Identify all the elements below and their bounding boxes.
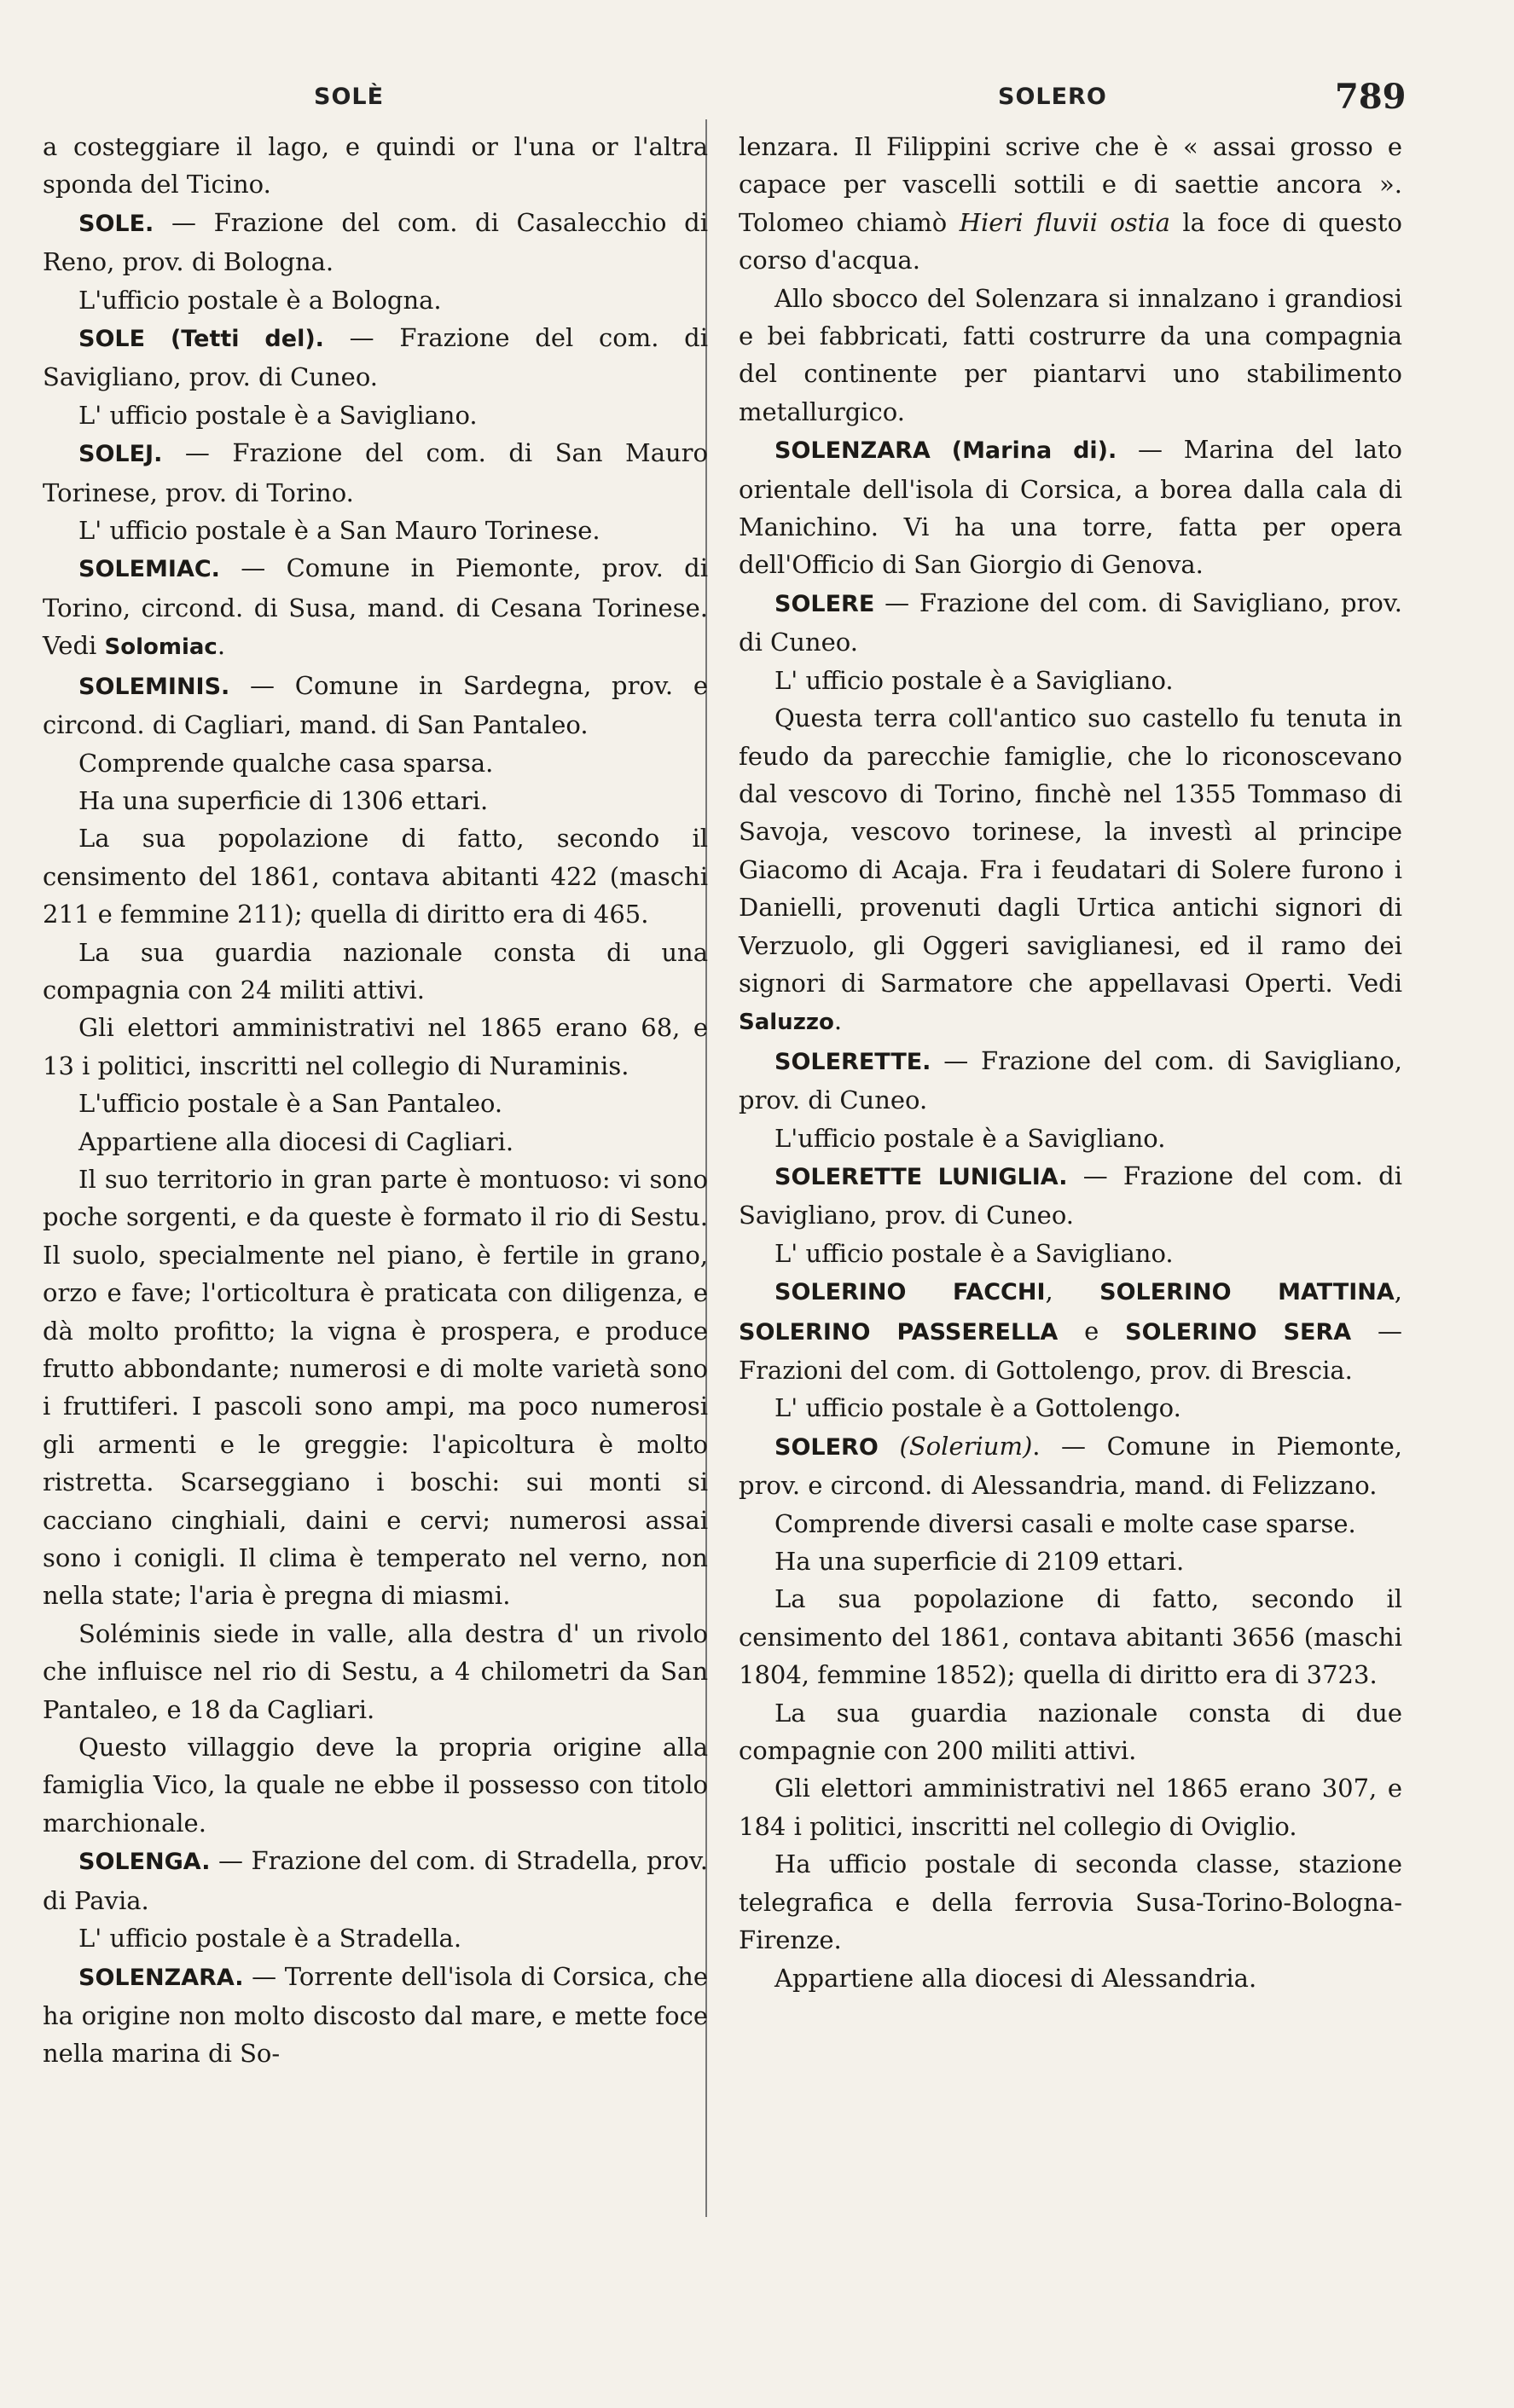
separator: , [1045, 1276, 1100, 1306]
paragraph: Comprende qualche casa sparsa. [78, 748, 494, 778]
paragraph: Il suo territorio in gran parte è montuoso: vi sono poche sorgenti, e da queste è formato il rio di Sestu. Il suolo, specialmente nel piano, è fertile in grano, orzo e fave; l'orticoltura è praticata con diligenza, e dà molto profitto; la vigna è prospera, e produce frutto abbondante; numerosi e di molte varietà sono i fruttiferi. I pascoli sono ampi, ma poco numerosi gli armenti e le greggie: l'apicoltura è molto ristretta. Scarseggiano i boschi: sui monti si cacciano cinghiali, daini e cervi; numerosi assai sono i conigli. Il clima è temperato nel verno, non nella state; l'aria è pregna di miasmi. [43, 1164, 708, 1611]
entry-text: — Frazione del com. di Savigliano, prov. di Cuneo. [43, 323, 709, 392]
paragraph [739, 699, 1402, 1042]
entry-text: — Comune in Sardegna, prov. e circond. di Cagliari, mand. di San Pantaleo. [43, 670, 708, 740]
paragraph: Ha una superficie di 2109 ettari. [774, 1547, 1185, 1577]
entry-headword: SOLE (Tetti del). [78, 326, 324, 353]
entry-text: — Torrente dell'isola di Corsica, che ha origine non molto discosto dal mare, e mette foce nella marina di So- [43, 1961, 708, 2069]
paragraph: a costeggiare il lago, e quindi or l'una or l'altra sponda del Ticino. [43, 132, 708, 200]
entry-headword: SOLERINO SERA [1125, 1318, 1352, 1346]
paragraph-text: . [833, 1006, 843, 1036]
paragraph: Gli elettori amministrativi nel 1865 erano 68, e 13 i politici, inscritti nel collegio di Nuraminis. [43, 1013, 708, 1080]
separator: , [1394, 1276, 1402, 1306]
entry-headword: SOLENZARA. [78, 1964, 244, 1991]
left-column [43, 128, 708, 2073]
entry-headword: SOLENZARA (Marina di). [774, 437, 1117, 465]
cross-reference: Solomiac [104, 634, 218, 661]
dictionary-entry [739, 584, 1402, 662]
dictionary-entry [739, 1157, 1402, 1235]
entry-text: — Comune in Piemonte, prov. di Torino, circond. di Susa, mand. di Cesana Torinese. Vedi [43, 553, 708, 661]
paragraph: La sua popolazione di fatto, secondo il censimento del 1861, contava abitanti 3656 (maschi 1804, femmine 1852); quella di diritto era di 3723. [739, 1584, 1402, 1690]
entry-headword: SOLERETTE LUNIGLIA. [774, 1163, 1068, 1190]
paragraph: L' ufficio postale è a Savigliano. [774, 1238, 1174, 1268]
entry-text: — Frazione del com. di Savigliano, prov. di Cuneo. [739, 1161, 1402, 1230]
paragraph: La sua guardia nazionale consta di due compagnie con 200 militi attivi. [739, 1698, 1402, 1766]
dictionary-entry [739, 1272, 1402, 1389]
dictionary-entry [739, 431, 1402, 584]
paragraph-text: lenzara. Il Filippini scrive che è « assai grosso e capace per vascelli sottili e di saettie ancora ». Tolomeo chiamò [739, 132, 1402, 237]
italic-phrase: Hieri fluvii ostia [959, 207, 1170, 237]
paragraph: Soléminis siede in valle, alla destra d' un rivolo che influisce nel rio di Sestu, a 4 chilometri da San Pantaleo, e 18 da Cagliari. [43, 1618, 708, 1724]
paragraph: Comprende diversi casali e molte case sparse. [774, 1508, 1356, 1538]
paragraph: L'ufficio postale è a Savigliano. [774, 1123, 1166, 1153]
dictionary-entry [43, 1842, 708, 1919]
paragraph: Ha ufficio postale di seconda classe, stazione telegrafica e della ferrovia Susa-Torino-Bologna-Firenze. [739, 1849, 1402, 1955]
dictionary-entry [43, 319, 708, 397]
paragraph [739, 128, 1402, 280]
entry-headword: SOLEMINIS. [78, 673, 230, 700]
running-header-right: SOLERO [998, 84, 1107, 110]
entry-headword: SOLE. [78, 210, 154, 237]
paragraph: L' ufficio postale è a Savigliano. [78, 400, 478, 430]
separator: e [1058, 1316, 1126, 1346]
dictionary-entry [43, 434, 708, 512]
dictionary-entry [739, 1427, 1402, 1505]
entry-headword: SOLERE [774, 590, 875, 617]
entry-headword: SOLENGA. [78, 1849, 211, 1876]
entry-headword: SOLERETTE. [774, 1048, 931, 1075]
entry-text: . — Comune in Piemonte, prov. e circond. di Alessandria, mand. di Felizzano. [739, 1431, 1402, 1501]
cross-reference: Saluzzo [739, 1010, 834, 1036]
paragraph: Appartiene alla diocesi di Alessandria. [774, 1963, 1257, 1993]
paragraph-text: Questa terra coll'antico suo castello fu tenuta in feudo da parecchie famiglie, che lo riconoscevano dal vescovo di Torino, finchè nel 1355 Tommaso di Savoja, vescovo torinese, la investì al principe Giacomo di Acaja. Fra i feudatari di Solere furono i Danielli, provenuti dagli Urtica antichi signori di Verzuolo, gli Oggeri saviglianesi, ed il ramo dei signori di Sarmatore che appellavasi Operti. Vedi [739, 703, 1402, 998]
dictionary-entry [43, 667, 708, 744]
entry-headword: SOLERINO FACCHI [774, 1279, 1046, 1306]
dictionary-entry [43, 204, 708, 281]
paragraph: Ha una superficie di 1306 ettari. [78, 785, 489, 815]
paragraph: Questo villaggio deve la propria origine alla famiglia Vico, la quale ne ebbe il possesso con titolo marchionale. [43, 1733, 708, 1838]
entry-headword: SOLERO [774, 1433, 900, 1461]
entry-text: — Frazione del com. di Casalecchio di Reno, prov. di Bologna. [43, 207, 708, 277]
entry-latin-name: (Solerium) [899, 1431, 1033, 1461]
paragraph: L' ufficio postale è a Gottolengo. [774, 1393, 1181, 1423]
entry-text: — Marina del lato orientale dell'isola di Corsica, a borea dalla cala di Manichino. Vi ha una torre, fatta per opera dell'Officio di San Giorgio di Genova. [739, 435, 1402, 580]
paragraph: La sua popolazione di fatto, secondo il censimento del 1861, contava abitanti 422 (maschi 211 e femmine 211); quella di diritto era di 465. [43, 824, 708, 929]
paragraph: Appartiene alla diocesi di Cagliari. [78, 1126, 514, 1156]
paragraph: La sua guardia nazionale consta di una compagnia con 24 militi attivi. [43, 937, 708, 1004]
entry-text: — Frazioni del com. di Gottolengo, prov. di Brescia. [739, 1316, 1402, 1385]
dictionary-entry [43, 1958, 708, 2073]
paragraph: L'ufficio postale è a Bologna. [78, 285, 442, 315]
paragraph: L' ufficio postale è a Savigliano. [774, 665, 1174, 695]
entry-text: — Frazione del com. di San Mauro Torinese, prov. di Torino. [43, 438, 708, 507]
entry-headword: SOLERINO PASSERELLA [739, 1318, 1059, 1346]
dictionary-entry [43, 549, 708, 666]
entry-text: . [217, 631, 226, 661]
paragraph: L' ufficio postale è a San Mauro Torinese. [78, 516, 600, 546]
paragraph: L'ufficio postale è a San Pantaleo. [78, 1089, 503, 1119]
page-number: 789 [1335, 77, 1407, 117]
running-header-left: SOLÈ [314, 84, 385, 110]
entry-headword: SOLERINO MATTINA [1099, 1279, 1395, 1306]
right-column [739, 128, 1402, 1997]
paragraph-text: la foce di questo corso d'acqua. [739, 207, 1402, 275]
entry-text: — Frazione del com. di Savigliano, prov. di Cuneo. [739, 1045, 1402, 1115]
paragraph: L' ufficio postale è a Stradella. [78, 1924, 462, 1954]
paragraph: Gli elettori amministrativi nel 1865 erano 307, e 184 i politici, inscritti nel collegio di Oviglio. [739, 1774, 1402, 1841]
entry-text: — Frazione del com. di Stradella, prov. di Pavia. [43, 1846, 708, 1915]
entry-text: — Frazione del com. di Savigliano, prov. di Cuneo. [739, 588, 1402, 657]
entry-headword: SOLEJ. [78, 441, 163, 468]
paragraph: Allo sbocco del Solenzara si innalzano i grandiosi e bei fabbricati, fatti costrurre da una compagnia del continente per piantarvi uno stabilimento metallurgico. [739, 283, 1402, 426]
dictionary-entry [739, 1042, 1402, 1120]
entry-headword: SOLEMIAC. [78, 556, 220, 583]
